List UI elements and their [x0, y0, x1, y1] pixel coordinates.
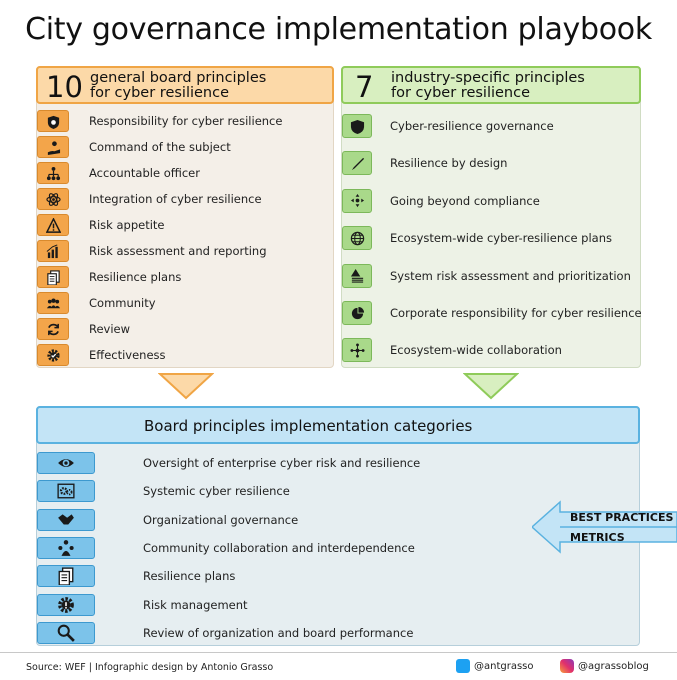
industry-principles-heading-line1: industry-specific principles [391, 70, 585, 86]
category-row [37, 594, 248, 616]
general-principle-row [37, 110, 282, 132]
twitter-handle-text: @antgrasso [474, 660, 534, 672]
eye-icon [37, 452, 95, 474]
down-arrow-orange [158, 372, 214, 400]
network-icon [342, 338, 372, 362]
general-principle-label: Integration of cyber resilience [89, 192, 262, 206]
twitter-icon [456, 659, 470, 673]
implementation-categories-header [36, 406, 640, 444]
industry-principle-label: Cyber-resilience governance [390, 119, 554, 133]
twitter-handle[interactable] [456, 659, 534, 673]
industry-principle-label: Going beyond compliance [390, 193, 540, 208]
general-principles-heading-line2: for cyber resilience [90, 85, 230, 101]
category-row [37, 622, 413, 644]
instagram-handle[interactable] [560, 659, 649, 673]
move-arrows-icon [342, 189, 372, 213]
people-group-icon [37, 292, 69, 314]
category-row [37, 565, 235, 587]
warning-list-icon [342, 264, 372, 288]
gear-check-icon [37, 344, 69, 366]
category-label: Oversight of enterprise cyber risk and resilience [143, 456, 421, 470]
industry-principle-label: System risk assessment and prioritization [390, 268, 631, 283]
pie-chart-icon [342, 301, 372, 325]
category-label: Review of organization and board performance [143, 625, 414, 640]
pen-icon [342, 151, 372, 175]
industry-principle-row [342, 226, 612, 250]
category-row [37, 480, 290, 502]
hand-person-icon [37, 136, 69, 158]
category-label: Community collaboration and interdependence [143, 540, 415, 555]
footer [0, 652, 677, 680]
general-principle-row [37, 292, 156, 314]
documents-icon [37, 266, 69, 288]
category-label: Resilience plans [143, 569, 236, 584]
general-principles-heading [90, 71, 330, 101]
industry-principle-label: Ecosystem-wide collaboration [390, 343, 562, 358]
gears-icon [37, 480, 95, 502]
industry-principle-label: Corporate responsibility for cyber resilience [390, 306, 642, 320]
general-principle-row [37, 136, 231, 158]
general-principle-label: Risk appetite [89, 218, 165, 232]
instagram-icon [560, 659, 574, 673]
category-label: Risk management [143, 597, 248, 612]
best-practices-arrow [532, 500, 677, 554]
implementation-categories-heading: Board principles implementation categories [144, 417, 473, 435]
magnifier-icon [37, 622, 95, 644]
industry-principles-heading-line2: for cyber resilience [391, 85, 531, 101]
industry-principle-row [342, 301, 642, 325]
org-chart-icon [37, 162, 69, 184]
general-principle-label: Risk assessment and reporting [89, 244, 267, 258]
industry-principles-header [341, 66, 641, 104]
general-principle-row [37, 188, 262, 210]
footer-source: Source: WEF | Infographic design by Antonio Grasso [26, 662, 274, 673]
category-row [37, 537, 415, 559]
industry-principle-label: Resilience by design [390, 156, 508, 171]
general-principles-header [36, 66, 334, 104]
general-principle-row [37, 214, 165, 236]
category-row [37, 452, 420, 474]
handshake-icon [37, 509, 95, 531]
page-title: City governance implementation playbook [25, 12, 652, 47]
refresh-arrows-icon [37, 318, 69, 340]
industry-principle-row [342, 338, 562, 362]
category-label: Systemic cyber resilience [143, 484, 290, 499]
general-principle-label: Review [89, 322, 131, 336]
general-principle-row [37, 266, 181, 288]
community-icon [37, 537, 95, 559]
industry-principles-count: 7 [355, 70, 374, 104]
general-principle-label: Responsibility for cyber resilience [89, 114, 283, 128]
general-principles-count: 10 [46, 70, 83, 104]
industry-principle-row [342, 114, 554, 138]
general-principle-label: Accountable officer [89, 166, 200, 180]
industry-principle-row [342, 189, 540, 213]
industry-principle-row [342, 151, 507, 175]
atom-icon [37, 188, 69, 210]
general-principle-row [37, 162, 200, 184]
shield-icon [342, 114, 372, 138]
category-row [37, 509, 298, 531]
shield-badge-icon [37, 110, 69, 132]
gear-alert-icon [37, 594, 95, 616]
warning-triangle-icon [37, 214, 69, 236]
bar-chart-icon [37, 240, 69, 262]
best-practices-label: BEST PRACTICES [570, 511, 674, 524]
general-principle-label: Effectiveness [89, 348, 166, 362]
general-principle-row [37, 240, 267, 262]
globe-icon [342, 226, 372, 250]
metrics-label: METRICS [570, 531, 625, 544]
industry-principle-label: Ecosystem-wide cyber-resilience plans [390, 231, 612, 246]
instagram-handle-text: @agrassoblog [578, 660, 649, 672]
industry-principle-row [342, 264, 631, 288]
industry-principles-heading [391, 71, 631, 101]
general-principle-label: Command of the subject [89, 140, 231, 154]
general-principle-row [37, 318, 130, 340]
down-arrow-green [463, 372, 519, 400]
general-principle-label: Community [89, 296, 156, 310]
category-label: Organizational governance [143, 512, 299, 527]
general-principle-row [37, 344, 166, 366]
general-principle-label: Resilience plans [89, 270, 182, 284]
general-principles-heading-line1: general board principles [90, 70, 267, 86]
documents-icon [37, 565, 95, 587]
